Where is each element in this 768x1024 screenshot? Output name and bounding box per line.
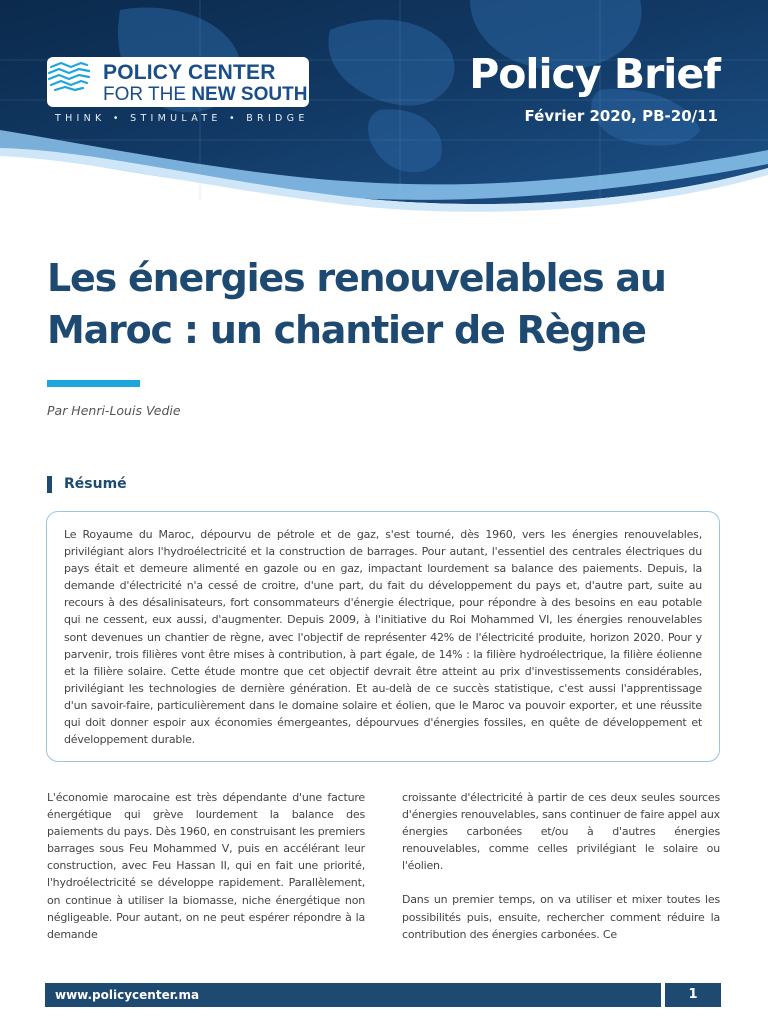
logo-name-line2 [103, 84, 307, 106]
logo-name-line1: POLICY CENTER [103, 61, 276, 84]
logo-line2-bold: NEW SOUTH [191, 84, 308, 105]
body-column-right [402, 789, 720, 947]
body-paragraph: L'économie marocaine est très dépendante d'une facture énergétique qui grève lourdement la balance des paiements du pays. Dès 1960, en construisant les premiers barrages sous Feu Mohammed V, puis en accélérant leur construction, avec Feu Hassan II, qui en fait une priorité, l'hydroélectricité se développe rapidement. Parallèlement, on continue à utiliser la biomasse, niche énergétique non négligeable. Pour autant, on ne peut espérer répondre à la demande [47, 791, 365, 941]
title-accent-rule [47, 380, 140, 387]
abstract-box [46, 511, 720, 762]
abstract-heading-bar [47, 476, 52, 493]
page-footer [45, 983, 721, 1007]
logo[interactable] [47, 57, 309, 107]
abstract-heading-label: Résumé [64, 476, 127, 492]
body-paragraph: Dans un premier temps, on va utiliser et mixer toutes les possibilités puis, ensuite, rechercher comment réduire la contribution des énergies carbonées. Ce [402, 893, 720, 941]
logo-globe-icon [47, 57, 91, 95]
footer-website-link[interactable]: www.policycenter.ma [45, 983, 661, 1007]
publication-date: Février 2020, PB-20/11 [524, 107, 718, 125]
page-number: 1 [665, 983, 721, 1007]
abstract-text: Le Royaume du Maroc, dépourvu de pétrole et de gaz, s'est tourné, dès 1960, vers les énergies renouvelables, privilégiant alors l'hydroélectricité et la construction de barrages. Pour autant, l'essentiel des centrales électriques du pays était et demeure alimenté en gazole ou en gaz, impactant lourdement sa balance des paiements. Depuis, la demande d'électricité n'a cessé de croitre, d'une part, du fait du développement du pays et, d'autre part, suite au recours à des désalinisateurs, fort consommateurs d'énergie électrique, pour répondre à des besoins en eau potable qui ne cessent, eux aussi, d'augmenter. Depuis 2009, à l'initiative du Roi Mohammed VI, les énergies renouvelables sont devenues un chantier de règne, avec l'objectif de représenter 42% de l'électricité produite, horizon 2020. Pour y parvenir, trois filières vont être mises à contribution, à part égale, de 14% : la filière hydroélectrique, la filière éolienne et la filière solaire. Cette étude montre que cet objectif devrait être atteint au prix d'investissements considérables, privilégiant les technologies de dernière génération. Et au-delà de ce succès statistique, c'est aussi l'apprentissage d'un savoir-faire, particulièrement dans le domaine solaire et éolien, que le Maroc va pouvoir exporter, et une réussite qui doit donner espoir aux économies émergeantes, dépourvues d'énergies fossiles, en quête de développement et développement durable. [64, 528, 702, 747]
body-paragraph: croissante d'électricité à partir de ces deux seules sources d'énergies renouvelables, sans continuer de faire appel aux énergies carbonées et/ou à d'autres énergies renouvelables, comme celles privilégiant le solaire ou l'éolien. [402, 791, 720, 873]
author-byline: Par Henri-Louis Vedie [47, 403, 181, 418]
body-column-left [47, 789, 365, 947]
logo-tagline: THINK • STIMULATE • BRIDGE [55, 113, 309, 124]
header-banner [0, 0, 768, 215]
logo-line2-prefix: FOR THE [103, 84, 192, 105]
document-type: Policy Brief [469, 50, 720, 98]
article-title: Les énergies renouvelables au Maroc : un chantier de Règne [47, 256, 666, 352]
